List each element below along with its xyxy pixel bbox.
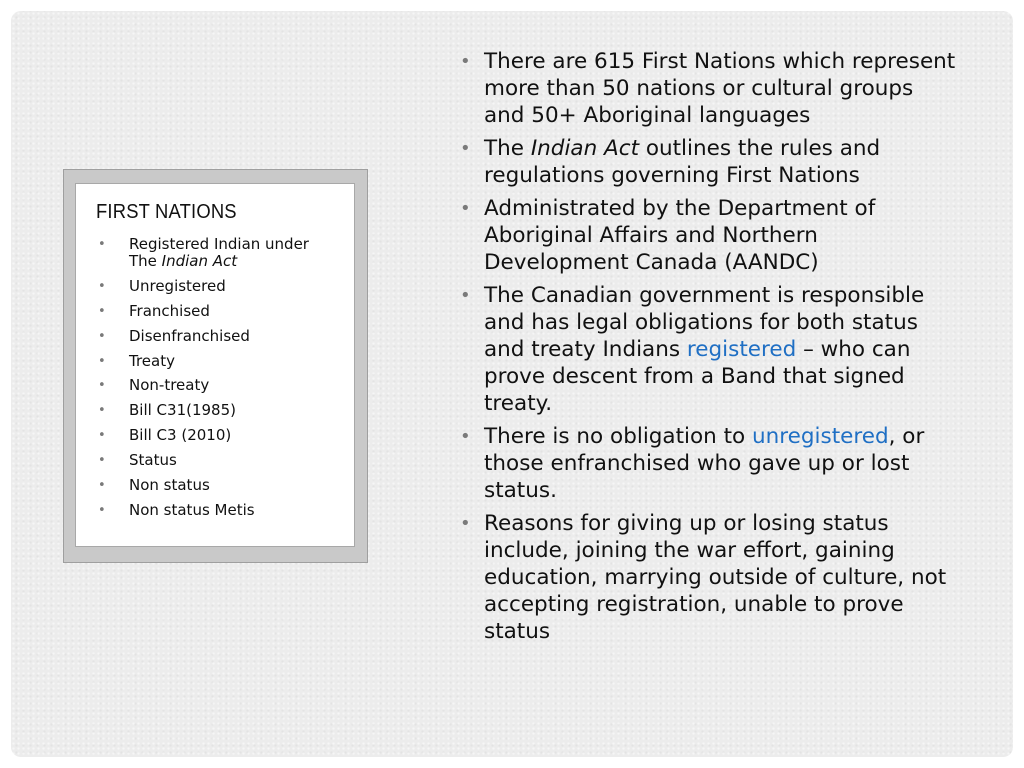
list-item [98, 477, 343, 494]
main-bullet-text: Administrated by the Department of Aboriginal Affairs and Northern Development Canada (AANDC) [484, 196, 876, 275]
bullet-icon: • [460, 51, 471, 72]
main-bullet-text-suffix: – who can prove descent from a Band that signed treaty. [484, 337, 911, 416]
list-item [98, 353, 343, 370]
main-bullet-italic: Indian Act [530, 136, 640, 161]
bullet-icon: • [460, 426, 471, 447]
bullet-icon: • [98, 478, 106, 494]
bullet-icon: • [460, 513, 471, 534]
main-bullet-item [460, 195, 960, 276]
list-item-text: Status [129, 451, 177, 470]
main-bullet-item [460, 48, 960, 129]
list-item-text: Non status Metis [129, 500, 255, 519]
list-item-text-prefix: The [129, 252, 162, 270]
bullet-icon: • [98, 353, 106, 369]
list-item [98, 278, 343, 295]
list-item [98, 402, 343, 419]
bullet-icon: • [98, 403, 106, 419]
list-item-text: Non-treaty [129, 376, 210, 395]
list-item-text: Treaty [129, 351, 175, 370]
list-item [98, 328, 343, 345]
bullet-icon: • [460, 138, 471, 159]
main-bullet-text: Reasons for giving up or losing status include, joining the war effort, gaining education, marrying outside of culture, not accepting registration, unable to prove status [484, 511, 947, 644]
list-item-text: Bill C31(1985) [129, 401, 236, 420]
bullet-icon: • [98, 428, 106, 444]
list-item-text: Non status [129, 476, 210, 495]
main-bullet-item [460, 135, 960, 189]
list-item-text: Registered Indian under [129, 235, 309, 253]
bullet-icon: • [98, 278, 106, 294]
main-bullet-text-suffix: outlines the rules and regulations governing First Nations [484, 136, 881, 188]
list-item-italic: Indian Act [161, 252, 238, 270]
main-bullet-item [460, 510, 960, 645]
main-bullet-highlight: registered [686, 337, 797, 362]
bullet-icon: • [98, 453, 106, 469]
main-bullet-list [460, 48, 960, 651]
main-bullet-text-prefix: There is no obligation to [484, 424, 753, 449]
list-item-text: Unregistered [129, 276, 226, 295]
list-item [98, 236, 343, 270]
left-content-box [75, 183, 355, 547]
list-item [98, 427, 343, 444]
list-item [98, 303, 343, 320]
bullet-icon: • [98, 502, 106, 518]
main-bullet-item [460, 282, 960, 417]
list-item [98, 452, 343, 469]
list-item [98, 502, 343, 519]
main-bullet-text-prefix: The [484, 136, 531, 161]
bullet-icon: • [460, 285, 471, 306]
left-box-title: FIRST NATIONS [96, 201, 237, 223]
main-bullet-highlight: unregistered [752, 424, 889, 449]
list-item-text: Bill C3 (2010) [129, 426, 232, 445]
bullet-icon: • [98, 378, 106, 394]
main-bullet-text-suffix: , or those enfranchised who gave up or lost status. [484, 424, 925, 503]
main-bullet-item [460, 423, 960, 504]
bullet-icon: • [460, 198, 471, 219]
list-item [98, 377, 343, 394]
main-bullet-text-prefix: The Canadian government is responsible and has legal obligations for both status and treaty Indians [484, 283, 925, 362]
main-bullet-text: There are 615 First Nations which represent more than 50 nations or cultural groups and 50+ Aboriginal languages [484, 49, 956, 128]
bullet-icon: • [98, 303, 106, 319]
list-item-text: Franchised [129, 301, 210, 320]
left-bullet-list [98, 236, 343, 527]
bullet-icon: • [98, 328, 106, 344]
list-item-text: Disenfranchised [129, 326, 250, 345]
bullet-icon: • [98, 237, 106, 252]
